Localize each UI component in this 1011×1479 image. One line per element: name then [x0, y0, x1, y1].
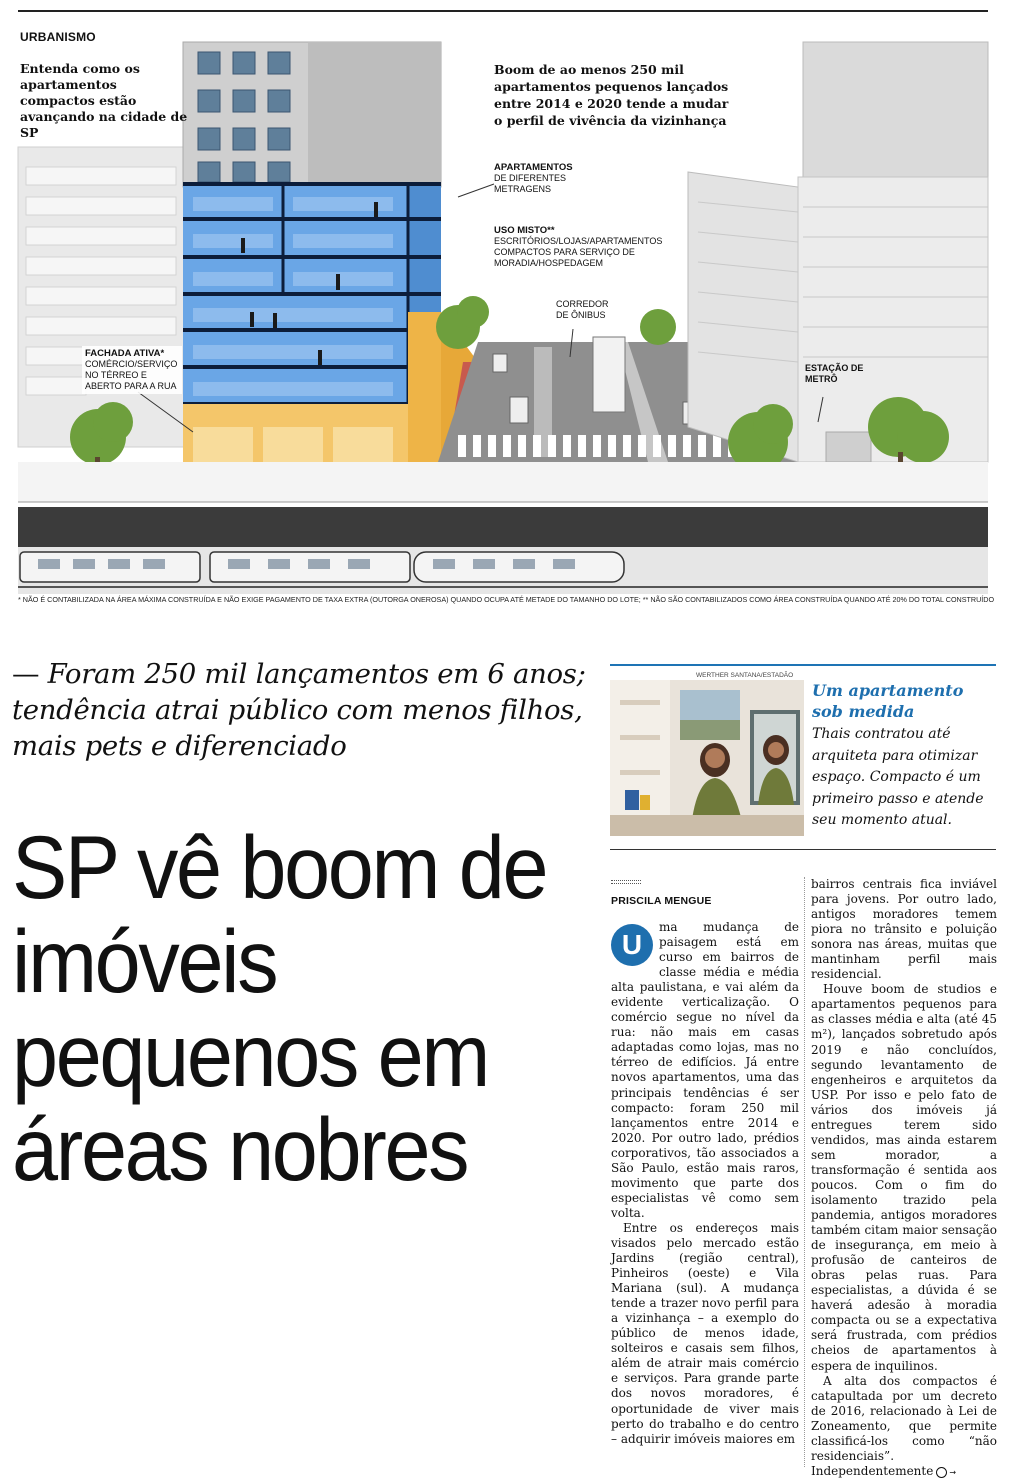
paragraph-4-text: A alta dos compactos é catapultada por um decreto de 2016, relacionado à Lei de Zoneamento, que permite classificá-los como “não residenciais”. Independentemente [811, 1373, 997, 1478]
article-column-2 [811, 877, 997, 1478]
byline-divider [611, 880, 641, 884]
bus [593, 337, 625, 412]
right-building-back [803, 42, 988, 177]
subheadline-text: Foram 250 mil lançamentos em 6 anos; tendência atrai público com menos filhos, mais pets e diferenciado [12, 658, 586, 762]
cutaway-floors [183, 184, 441, 404]
infographic [18, 10, 988, 592]
column-separator [804, 877, 805, 1467]
paragraph-4 [811, 1374, 997, 1479]
callout-apartamentos-title: APARTAMENTOS [494, 162, 573, 173]
callout-fachada-text: COMÉRCIO/SERVIÇO NO TÉRREO E ABERTO PARA A RUA [85, 359, 178, 391]
photo-credit: WERTHER SANTANA/ESTADÃO [696, 672, 794, 679]
callout-uso-misto [494, 225, 664, 269]
callout-apartamentos-text: DE DIFERENTES METRAGENS [494, 173, 567, 194]
callout-estacao-metro: ESTAÇÃO DE METRÔ [805, 363, 864, 384]
paragraph-2-continued: bairros centrais fica inviável para jovens. Por outro lado, antigos moradores temem piora no trânsito e poluição sonora nas áreas, muitas que mantinham perfil mais residencial. [811, 877, 997, 982]
sidewalk [18, 462, 988, 502]
infographic-footnote: * NÃO É CONTABILIZADA NA ÁREA MÁXIMA CONSTRUÍDA E NÃO EXIGE PAGAMENTO DE TAXA EXTRA (OUTORGA ONEROSA) QUANDO OCUPA ATÉ METADE DO TAMANHO DO LOTE; ** NÃO SÃO CONTABILIZADOS COMO ÁREA CONSTRUÍDA QUANDO ATÉ 20% DO TOTAL CONSTRUÍDO [18, 595, 995, 604]
underground-soil [18, 507, 988, 547]
sidebar-title: Um apartamento sob medida [812, 681, 964, 721]
paragraph-1-text: ma mudança de paisagem está em curso em bairros de classe média e média alta paulistana, e vai além da evidente verticalização. O comércio segue no nível da rua: não mais em casas adaptadas como lojas, mas no térreo de edifícios. Já entre novos apartamentos, uma das principais tendências é ser compacto: foram 250 mil lançamentos entre 2014 e 2020. Por outro lado, prédios corporativos, tão associados a São Paulo, estão mais raros, movimento que parte dos especialistas vê como sem volta. [611, 920, 799, 1220]
article-column-1 [611, 920, 799, 1468]
byline: PRISCILA MENGUE [611, 895, 712, 907]
callout-corredor-onibus: CORREDOR DE ÔNIBUS [556, 299, 609, 320]
infographic-intro-left: Entenda como os apartamentos compactos estão avançando na cidade de SP [20, 61, 188, 140]
callout-uso-misto-title: USO MISTO** [494, 225, 555, 236]
section-label: URBANISMO [20, 30, 96, 44]
sidebar-text: Thais contratou até arquiteta para otimizar espaço. Compacto é um primeiro passo e atende seu momento atual. [812, 726, 984, 828]
subheadline-dash: — [12, 658, 40, 690]
subheadline [12, 656, 592, 764]
dropcap: U [611, 924, 653, 966]
infographic-intro-right: Boom de ao menos 250 mil apartamentos pequenos lançados entre 2014 e 2020 tende a mudar o perfil de vivência da vizinhança [494, 62, 729, 128]
callout-fachada-title: FACHADA ATIVA* [85, 348, 165, 359]
continue-arrow-icon[interactable]: → [936, 1467, 947, 1478]
callout-uso-misto-text: ESCRITÓRIOS/LOJAS/APARTAMENTOS COMPACTOS PARA SERVIÇO DE MORADIA/HOSPEDAGEM [494, 236, 663, 268]
callout-fachada-ativa [82, 346, 182, 394]
paragraph-2: Entre os endereços mais visados pelo mercado estão Jardins (região central), Pinheiros (oeste) e Vila Mariana (sul). A mudança tende a trazer novo perfil para a vizinhança – a exemplo do público de menos idade, solteiros e casais sem filhos, além de atrair mais comércio e serviços. Para grande parte dos novos moradores, é oportunidade de viver mais perto do trabalho e do centro – adquirir imóveis maiores em [611, 1220, 799, 1446]
callout-apartamentos [494, 162, 604, 195]
paragraph-1 [611, 920, 799, 1221]
sidebar-box [610, 664, 996, 850]
headline: SP vê boom de imóveis pequenos em áreas nobres [12, 817, 547, 1199]
sidebar-photo [610, 680, 804, 836]
paragraph-3: Houve boom de studios e apartamentos pequenos para as classes média e alta (até 45 m²), lançados sobretudo após 2019 e não concluídos, segundo levantamento de engenheiros e arquitetos da USP. Por isso e pelo fato de vários dos imóveis já entregues terem sido vendidos, mas ainda estarem sem morador, a transformação é sentida aos poucos. Com o fim do isolamento trazido pela pandemia, antigos moradores também citam maior sensação de insegurança, em meio à profusão de canteiros de obras pelas ruas. Para especialistas, a dúvida é se haverá adesão à moradia compacta ou se a expectativa será frustrada, com prédios cheios de apartamentos à espera de inquilinos. [811, 982, 997, 1373]
